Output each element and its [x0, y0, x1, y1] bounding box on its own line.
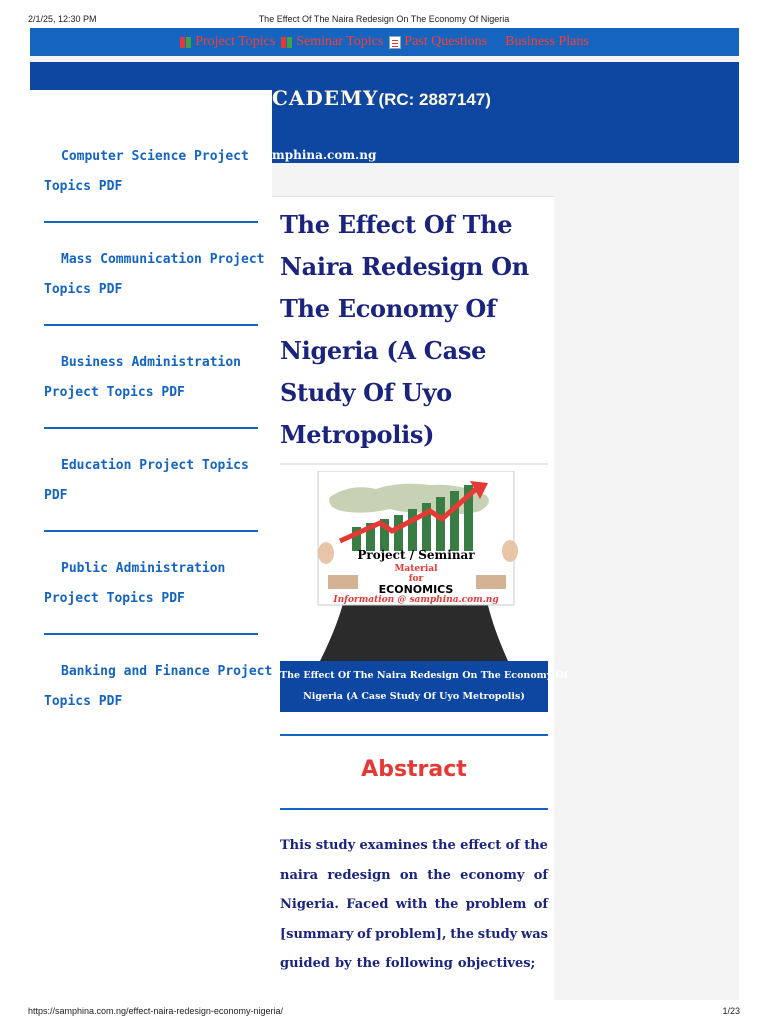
sidebar-item-label: Project Topics PDF — [44, 591, 185, 606]
abstract-word: Faced — [346, 897, 389, 912]
sidebar-item-label: Banking and Finance Project — [61, 664, 273, 679]
abstract-word: economy — [460, 867, 525, 883]
print-footer — [0, 1002, 768, 1024]
nav-label: Business Plans — [505, 34, 589, 49]
abstract-word: by — [334, 956, 352, 971]
nav-label: Project Topics — [195, 34, 276, 49]
abstract-word: on — [399, 867, 418, 883]
abstract-word: naira — [280, 867, 319, 883]
top-navigation — [30, 28, 739, 56]
sidebar-item-banking-finance[interactable] — [44, 657, 273, 717]
sidebar-item-computer-science[interactable] — [44, 142, 258, 202]
abstract-word: the — [356, 956, 381, 971]
site-logo-text[interactable] — [272, 86, 491, 110]
abstract-word: the — [427, 867, 451, 883]
abstract-line — [280, 920, 548, 950]
print-page-number: 1/23 — [722, 1006, 740, 1016]
abstract-word: the — [450, 926, 474, 942]
sidebar-divider — [44, 427, 258, 429]
sidebar-divider — [44, 324, 258, 326]
sidebar-divider — [44, 633, 258, 635]
sidebar-item-label: Business Administration — [61, 355, 242, 370]
abstract-word: of — [357, 926, 372, 942]
sidebar-item-label: Topics PDF — [44, 179, 123, 194]
brand-name: CADEMY — [272, 86, 379, 110]
abstract-word: [summary — [280, 926, 354, 942]
featured-image — [280, 471, 548, 661]
abstract-word: examines — [359, 838, 428, 853]
sidebar-item-label: Public Administration — [61, 561, 226, 576]
image-line-2: Material — [394, 564, 438, 574]
article-title: The Effect Of The Naira Redesign On The Economy Of Nigeria (A Case Study Of Uyo Metropolis) — [280, 210, 529, 449]
print-page-title: The Effect Of The Naira Redesign On The Economy Of Nigeria — [258, 14, 510, 24]
sidebar-item-label: Topics PDF — [44, 282, 123, 297]
abstract-word: study — [477, 926, 518, 942]
sidebar-item-label: Project Topics PDF — [44, 385, 185, 400]
abstract-word: redesign — [327, 867, 391, 883]
abstract-word: of — [505, 838, 520, 853]
image-line-4: ECONOMICS — [378, 583, 454, 596]
sidebar-item-label: Computer Science Project — [61, 149, 249, 164]
content-top-divider — [272, 196, 554, 197]
sidebar-item-education[interactable] — [44, 451, 258, 511]
article-content — [272, 196, 568, 1000]
sidebar-item-public-administration[interactable] — [44, 554, 258, 614]
abstract-word: objectives; — [457, 956, 536, 971]
abstract-bottom-divider — [280, 808, 548, 810]
title-divider — [280, 463, 548, 465]
document-icon — [389, 36, 401, 49]
abstract-word: This — [280, 838, 312, 853]
print-header — [0, 0, 768, 26]
book-icon — [281, 36, 293, 49]
book-icon — [180, 36, 192, 49]
image-line-3: for — [408, 574, 424, 584]
sidebar-item-label: PDF — [44, 488, 68, 503]
nav-project-topics[interactable] — [180, 34, 275, 50]
sidebar-item-business-administration[interactable] — [44, 348, 258, 408]
abstract-word: effect — [460, 838, 502, 853]
image-caption — [280, 661, 568, 712]
abstract-word: the — [524, 838, 548, 853]
image-line-1: Project / Seminar — [357, 548, 475, 562]
abstract-line — [280, 890, 548, 920]
sidebar-divider — [44, 530, 258, 532]
sidebar-item-label: Topics PDF — [44, 694, 123, 709]
print-date: 2/1/25, 12:30 PM — [28, 14, 97, 24]
abstract-word: the — [434, 897, 459, 912]
sidebar-item-label: Education Project Topics — [61, 458, 249, 473]
nav-label: Seminar Topics — [296, 34, 384, 49]
print-url: https://samphina.com.ng/effect-naira-redesign-economy-nigeria/ — [28, 1006, 283, 1016]
abstract-heading: Abstract — [361, 757, 467, 782]
abstract-word: following — [385, 956, 453, 971]
abstract-word: guided — [280, 956, 330, 971]
abstract-word: of — [533, 867, 548, 883]
image-line-5: Information @ samphina.com.ng — [333, 595, 499, 605]
nav-past-questions[interactable] — [389, 34, 487, 50]
nav-label: Past Questions — [404, 34, 488, 49]
sidebar-item-label: Mass Communication Project — [61, 252, 265, 267]
abstract-word: Nigeria. — [280, 897, 339, 912]
site-domain: mphina.com.ng — [272, 148, 377, 162]
abstract-line — [280, 949, 548, 979]
abstract-line — [280, 831, 548, 861]
abstract-line — [280, 861, 548, 891]
nav-seminar-topics[interactable] — [281, 34, 383, 50]
registration-number: (RC: 2887147) — [378, 90, 491, 109]
abstract-word: study — [315, 838, 356, 853]
sidebar-item-mass-communication[interactable] — [44, 245, 265, 305]
abstract-word: the — [432, 838, 456, 853]
abstract-word: of — [533, 897, 548, 912]
caption-line: Nigeria (A Case Study Of Uyo Metropolis) — [303, 691, 525, 702]
economics-illustration — [280, 471, 548, 661]
abstract-text — [280, 831, 548, 979]
sidebar-divider — [44, 221, 258, 223]
abstract-word: problem — [465, 897, 527, 912]
abstract-word: was — [521, 926, 548, 942]
abstract-word: with — [395, 897, 428, 912]
webpage — [30, 28, 739, 1000]
abstract-top-divider — [280, 734, 548, 736]
sidebar-menu — [30, 90, 272, 1000]
nav-business-plans[interactable] — [505, 34, 589, 50]
caption-line: The Effect Of The Naira Redesign On The Economy Of — [280, 670, 568, 681]
abstract-word: problem], — [375, 926, 447, 942]
